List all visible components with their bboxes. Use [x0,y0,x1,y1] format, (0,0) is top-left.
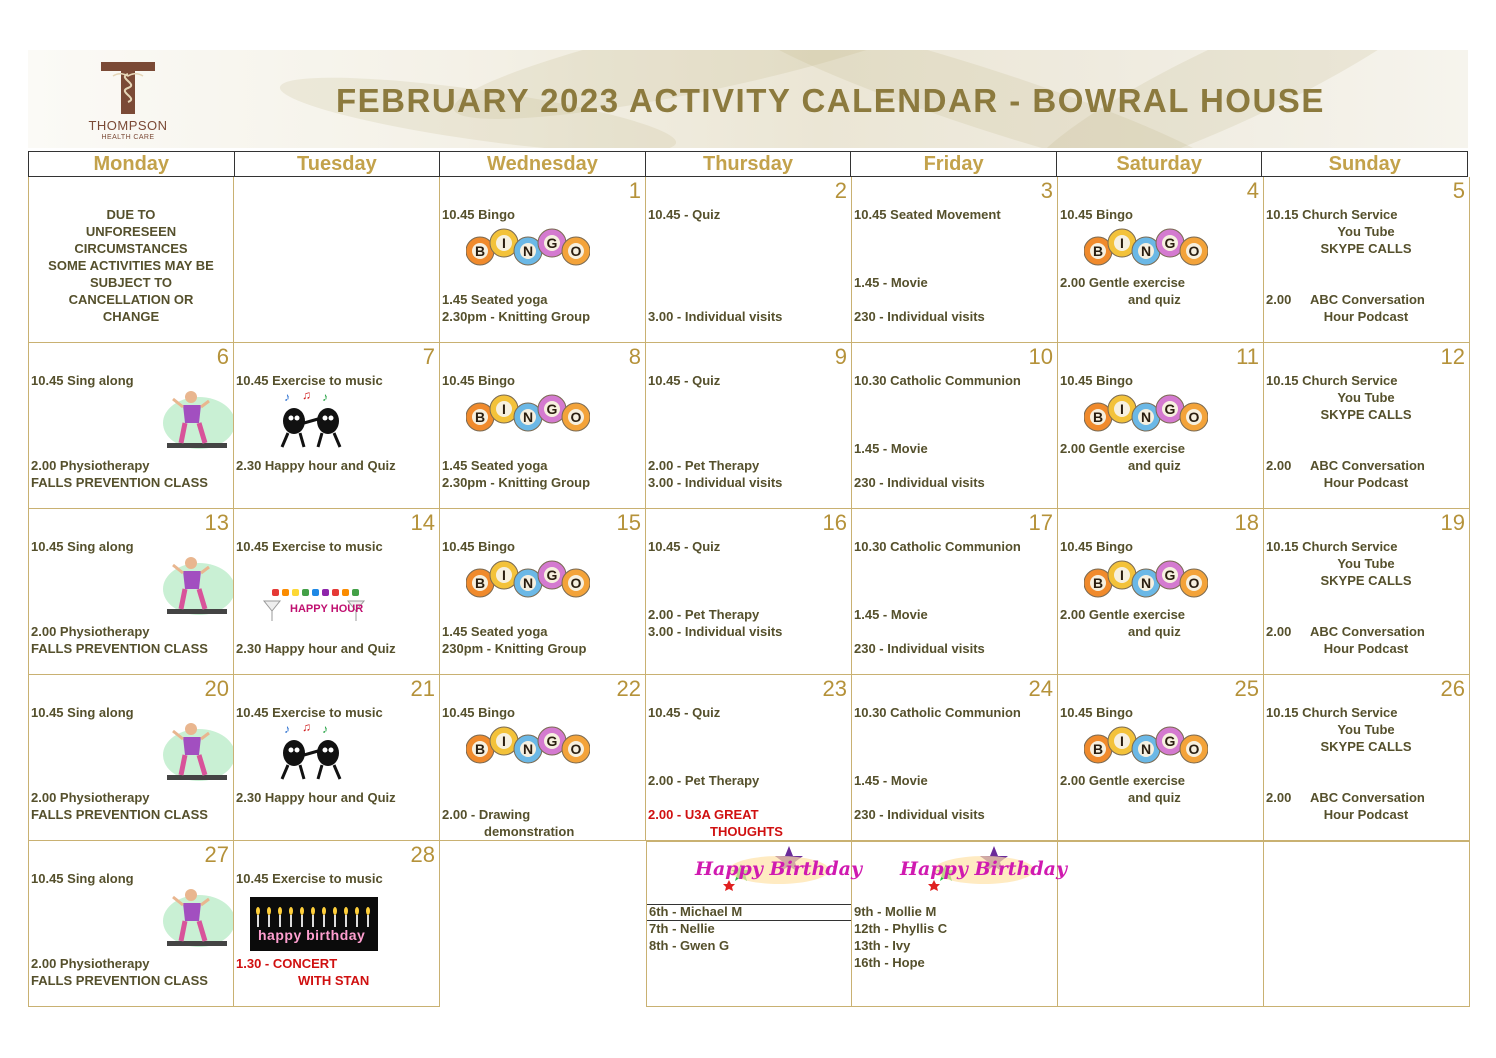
activity-text: 10.45 - Quiz [648,539,721,554]
activity-text: demonstration [484,824,575,839]
birthday-entry: 12th - Phyllis C [854,921,948,936]
bingo-letter: B [474,243,486,259]
day-cell-6 [28,343,234,509]
activity-text: 2.00 [1266,624,1292,639]
day-cell-7 [234,343,440,509]
day-cell-17 [852,509,1058,675]
activity-text: 2.00 Gentle exercise [1060,773,1186,788]
day-cell-15 [440,509,646,675]
activity-text: 1.30 - CONCERT [236,956,338,971]
notice-text: SOME ACTIVITIES MAY BE [48,258,214,273]
bingo-letter: B [474,575,486,591]
bingo-letter: G [1164,401,1176,417]
day-cell-2 [646,177,852,343]
activity-text: SKYPE CALLS [1320,739,1412,754]
weekday-tuesday: Tuesday [235,152,441,176]
bingo-letter: I [502,733,506,749]
bingo-letter: N [522,409,534,425]
svg-text:♫: ♫ [302,721,311,734]
bingo-letter: G [546,401,558,417]
page-title: FEBRUARY 2023 ACTIVITY CALENDAR - BOWRAL HOUSE [336,82,1325,119]
bingo-letter: N [1140,741,1152,757]
happy-birthday-text: happy birthday [258,927,366,943]
activity-text: FALLS PREVENTION CLASS [31,973,208,988]
activity-text: 10.45 - Quiz [648,207,721,222]
bingo-letter: I [502,235,506,251]
bingo-letter: O [1188,575,1200,591]
day-number: 27 [204,842,229,867]
day-cell-notice [28,177,234,343]
activity-text: 1.45 - Movie [854,441,928,456]
day-cell-empty [1058,841,1264,1007]
day-number: 1 [628,178,641,203]
activity-text: 2.00 Gentle exercise [1060,275,1186,290]
day-cell-empty [234,177,440,343]
bingo-letter: G [546,567,558,583]
bingo-balls-icon [466,223,590,269]
day-number: 7 [422,344,435,369]
activity-text: 230pm - Knitting Group [442,641,587,656]
svg-text:♪: ♪ [284,390,290,404]
day-number: 8 [628,344,641,369]
activity-text: 10.15 Church Service [1266,539,1398,554]
day-cell-21 [234,675,440,841]
activity-text: You Tube [1337,722,1395,737]
bingo-letter: G [546,235,558,251]
activity-text: 2.00 [1266,458,1292,473]
bingo-letter: G [546,733,558,749]
activity-text: 2.00 - Pet Therapy [648,607,760,622]
svg-text:♪: ♪ [284,722,290,736]
activity-text: 2.00 Gentle exercise [1060,441,1186,456]
activity-text: 10.45 Bingo [442,705,515,720]
activity-text: 3.00 - Individual visits [648,475,783,490]
activity-text: 10.45 - Quiz [648,705,721,720]
birthday-candles-icon [250,897,378,951]
notice-text: UNFORESEEN [85,224,177,239]
activity-text: 1.45 - Movie [854,607,928,622]
activity-text: and quiz [1128,790,1181,805]
bingo-letter: B [1092,575,1104,591]
activity-text: SKYPE CALLS [1320,407,1412,422]
day-cell-20 [28,675,234,841]
day-number: 18 [1234,510,1259,535]
activity-text: You Tube [1337,556,1395,571]
bingo-letter: O [570,243,582,259]
day-number: 23 [822,676,847,701]
bingo-letter: B [474,409,486,425]
bingo-letter: I [502,401,506,417]
bingo-balls-icon [466,721,590,767]
weekday-sunday: Sunday [1328,153,1401,175]
day-cell-26 [1264,675,1470,841]
bingo-balls-icon [1084,721,1208,767]
activity-text: FALLS PREVENTION CLASS [31,475,208,490]
activity-text: 2.00 Gentle exercise [1060,607,1186,622]
activity-text: 10.45 Bingo [442,539,515,554]
activity-text: 2.30pm - Knitting Group [442,309,591,324]
happy-birthday-banner-icon [689,844,863,899]
activity-text: 10.45 Bingo [442,373,515,388]
activity-text: 2.00 Physiotherapy [31,790,150,805]
activity-text: THOUGHTS [710,824,783,839]
activity-text: 2.30 Happy hour and Quiz [236,458,396,473]
happy-hour-icon [262,587,374,632]
activity-text: 2.00 [1266,790,1292,805]
activity-text: 10.45 Bingo [442,207,515,222]
activity-text: 10.45 Sing along [31,539,134,554]
dancing-lady-icon [149,555,233,622]
day-number: 13 [204,510,229,535]
activity-text: ABC Conversation [1310,292,1425,307]
day-cell-25 [1058,675,1264,841]
weekday-friday: Friday [851,152,1057,176]
bingo-letter: N [1140,243,1152,259]
day-cell-8 [440,343,646,509]
day-cell-23 [646,675,852,841]
bingo-letter: B [1092,243,1104,259]
activity-text: 10.30 Catholic Communion [854,539,1021,554]
day-cell-10 [852,343,1058,509]
happy-birthday-banner-icon [894,844,1068,899]
activity-text: 2.30 Happy hour and Quiz [236,641,396,656]
birthday-entry: 16th - Hope [854,955,925,970]
notice-text: CIRCUMSTANCES [74,241,188,256]
day-cell-birthdays-1 [646,841,863,1007]
dancing-lady-icon [149,887,233,954]
bingo-letter: G [1164,235,1176,251]
activity-text: 2.00 - U3A GREAT [648,807,759,822]
bingo-letter: O [1188,243,1200,259]
bingo-letter: G [1164,567,1176,583]
day-cell-24 [852,675,1058,841]
activity-text: 2.00 - Pet Therapy [648,773,760,788]
activity-text: 10.45 Sing along [31,373,134,388]
day-number: 3 [1040,178,1053,203]
activity-text: ABC Conversation [1310,790,1425,805]
day-cell-19 [1264,509,1470,675]
bingo-balls-icon [1084,389,1208,435]
activity-text: 3.00 - Individual visits [648,309,783,324]
activity-text: 10.15 Church Service [1266,373,1398,388]
day-cell-13 [28,509,234,675]
bingo-letter: I [1120,567,1124,583]
activity-text: and quiz [1128,458,1181,473]
day-cell-birthdays-2 [852,841,1068,1007]
bingo-letter: B [474,741,486,757]
happy-hour-label: HAPPY HOUR [290,603,364,615]
happy-birthday-banner-text: Happy Birthday [900,858,1068,880]
activity-text: 1.45 - Movie [854,275,928,290]
svg-text:♪: ♪ [322,390,328,404]
activity-text: FALLS PREVENTION CLASS [31,807,208,822]
activity-text: 2.00 Physiotherapy [31,458,150,473]
day-number: 28 [410,842,435,867]
weekday-thursday: Thursday [646,152,852,176]
day-number: 2 [834,178,847,203]
birthday-entry: 9th - Mollie M [854,904,937,919]
day-cell-5 [1264,177,1470,343]
day-number: 16 [822,510,847,535]
activity-text: 2.00 - Drawing [442,807,531,822]
activity-text: 10.45 Exercise to music [236,871,383,886]
day-cell-11 [1058,343,1264,509]
bingo-balls-icon [1084,223,1208,269]
birthday-divider [647,904,851,921]
day-number: 12 [1440,344,1465,369]
activity-text: You Tube [1337,390,1395,405]
activity-text: 230 - Individual visits [854,641,985,656]
bingo-letter: O [1188,741,1200,757]
activity-text: Hour Podcast [1323,641,1409,656]
activity-text: 2.00 Physiotherapy [31,624,150,639]
weekday-saturday: Saturday [1057,152,1263,176]
activity-text: 2.00 Physiotherapy [31,956,150,971]
activity-text: 1.45 Seated yoga [442,624,548,639]
activity-text: 10.15 Church Service [1266,705,1398,720]
activity-text: 10.15 Church Service [1266,207,1398,222]
day-number: 17 [1028,510,1053,535]
bingo-letter: I [1120,235,1124,251]
bingo-letter: N [522,243,534,259]
bingo-letter: O [570,575,582,591]
happy-birthday-banner-text: Happy Birthday [695,858,863,880]
day-cell-16 [646,509,852,675]
bingo-balls-icon [1084,555,1208,601]
bingo-letter: B [1092,741,1104,757]
activity-text: Hour Podcast [1323,807,1409,822]
activity-text: 2.00 - Pet Therapy [648,458,760,473]
weekday-monday: Monday [29,152,235,176]
activity-text: 10.45 Bingo [1060,539,1133,554]
activity-text: 2.30pm - Knitting Group [442,475,591,490]
activity-text: 10.45 Sing along [31,871,134,886]
dancing-couple-icon [274,389,350,456]
day-number: 15 [616,510,641,535]
bingo-letter: I [1120,401,1124,417]
day-cell-28 [234,841,440,1007]
weekday-wednesday: Wednesday [440,152,646,176]
bingo-letter: G [1164,733,1176,749]
bingo-letter: I [502,567,506,583]
activity-text: ABC Conversation [1310,624,1425,639]
notice-text: SUBJECT TO [89,275,173,290]
bingo-letter: N [522,741,534,757]
activity-text: WITH STAN [298,973,370,988]
day-number: 24 [1028,676,1053,701]
day-number: 14 [410,510,435,535]
activity-text: 3.00 - Individual visits [648,624,783,639]
day-number: 21 [410,676,435,701]
activity-text: 10.30 Catholic Communion [854,373,1021,388]
activity-text: ABC Conversation [1310,458,1425,473]
birthday-entry: 13th - Ivy [854,938,911,953]
bingo-letter: B [1092,409,1104,425]
day-cell-12 [1264,343,1470,509]
activity-text: 2.00 [1266,292,1292,307]
day-cell-1 [440,177,646,343]
activity-text: 230 - Individual visits [854,807,985,822]
activity-text: 2.30 Happy hour and Quiz [236,790,396,805]
notice-text: CANCELLATION OR [68,292,194,307]
day-number: 10 [1028,344,1053,369]
activity-text: 230 - Individual visits [854,475,985,490]
day-number: 25 [1234,676,1259,701]
day-cell-22 [440,675,646,841]
activity-text: 1.45 Seated yoga [442,458,548,473]
bingo-balls-icon [466,555,590,601]
day-number: 20 [204,676,229,701]
day-cell-empty [1264,841,1470,1007]
birthday-entry: 8th - Gwen G [649,938,730,953]
activity-text: SKYPE CALLS [1320,573,1412,588]
activity-text: 10.45 Exercise to music [236,373,383,388]
bingo-letter: N [522,575,534,591]
activity-text: 10.45 Sing along [31,705,134,720]
birthday-entry: 6th - Michael M [649,904,743,919]
dancing-lady-icon [149,721,233,788]
activity-text: Hour Podcast [1323,475,1409,490]
activity-text: 1.45 Seated yoga [442,292,548,307]
bingo-letter: N [1140,409,1152,425]
activity-text: 10.45 Exercise to music [236,539,383,554]
day-number: 6 [216,344,229,369]
activity-text: and quiz [1128,292,1181,307]
day-number: 4 [1246,178,1259,203]
activity-text: 10.45 Exercise to music [236,705,383,720]
day-cell-9 [646,343,852,509]
day-cell-14 [234,509,440,675]
activity-text: 1.45 - Movie [854,773,928,788]
activity-text: and quiz [1128,624,1181,639]
day-number: 11 [1236,344,1259,369]
bingo-letter: I [1120,733,1124,749]
logo-name: THOMPSON [88,118,168,133]
day-cell-27 [28,841,234,1007]
activity-text: 10.45 Seated Movement [854,207,1001,222]
bingo-letter: O [570,741,582,757]
dancing-couple-icon [274,721,350,788]
svg-text:♪: ♪ [322,722,328,736]
activity-text: 10.45 - Quiz [648,373,721,388]
dancing-lady-icon [149,389,233,456]
day-cell-4 [1058,177,1264,343]
logo-subtitle: HEALTH CARE [101,134,155,141]
svg-text:♫: ♫ [302,389,311,402]
activity-text: You Tube [1337,224,1395,239]
activity-text: 10.45 Bingo [1060,705,1133,720]
activity-text: FALLS PREVENTION CLASS [31,641,208,656]
day-number: 19 [1440,510,1465,535]
activity-text: 10.45 Bingo [1060,373,1133,388]
activity-text: 230 - Individual visits [854,309,985,324]
notice-text: CHANGE [102,309,160,324]
notice-text: DUE TO [106,207,156,222]
day-number: 22 [616,676,641,701]
bingo-balls-icon [466,389,590,435]
activity-text: 10.45 Bingo [1060,207,1133,222]
bingo-letter: O [570,409,582,425]
activity-text: SKYPE CALLS [1320,241,1412,256]
bingo-letter: O [1188,409,1200,425]
day-cell-18 [1058,509,1264,675]
bingo-letter: N [1140,575,1152,591]
activity-text: Hour Podcast [1323,309,1409,324]
activity-text: 10.30 Catholic Communion [854,705,1021,720]
birthday-entry: 7th - Nellie [649,921,715,936]
day-number: 5 [1452,178,1465,203]
day-number: 9 [834,344,847,369]
day-number: 26 [1440,676,1465,701]
day-cell-3 [852,177,1058,343]
